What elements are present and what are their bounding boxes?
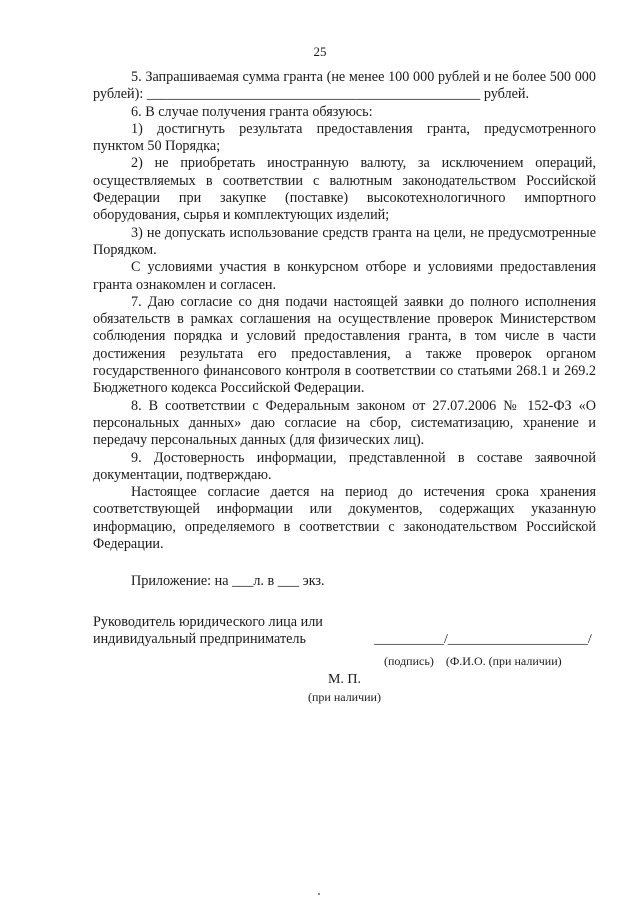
paragraph-inspection-consent: 7. Даю согласие со дня подачи настоящей заявки до полного исполнения обязательств в рамках соглашения на осуществление проверок Министерством соблюдения порядка и условий предоставления гранта, в том числе в части достижения результата его предоставления, а также проверок органом государственного финансового контроля в соответствии со статьями 268.1 и 269.2 Бюджетного кодекса Российской Федерации. xyxy=(93,293,596,397)
paragraph-obligations-intro: 6. В случае получения гранта обязуюсь: xyxy=(131,103,373,120)
stamp-label: М. П. xyxy=(327,671,362,687)
paragraph-obligation-3: 3) не допускать использование средств гранта на цели, не предусмотренные Порядком. xyxy=(93,224,596,258)
signer-role xyxy=(93,614,353,649)
signer-role-line-1: Руководитель юридического лица или xyxy=(93,613,323,630)
document-body xyxy=(93,69,596,706)
paragraph-conditions-agreement: С условиями участия в конкурсном отборе и условиями предоставления гранта ознакомлен и согласен. xyxy=(93,259,596,293)
caption-full-name: (Ф.И.О. (при наличии) xyxy=(445,653,562,668)
signature-block xyxy=(93,614,596,706)
signature-fill-lines: __________/____________________/ xyxy=(374,631,592,647)
paragraph-consent-period: Настоящее согласие дается на период до истечения срока хранения соответствующей информации или документов, содержащих указанную информацию, определяемого в соответствии с законодательством Российской Федерации. xyxy=(93,484,596,553)
appendix-line: Приложение: на ___л. в ___ экз. xyxy=(131,573,325,590)
paragraph-obligation-2: 2) не приобретать иностранную валюту, за исключением операций, осуществляемых в соответствии с валютным законодательством Российской Федерации при закупке (поставке) высокотехнологичного импортного оборудования, сырья и комплектующих изделий; xyxy=(93,155,596,224)
caption-signature: (подпись) xyxy=(384,653,434,668)
page-number: 25 xyxy=(313,44,327,59)
paragraph-information-accuracy: 9. Достоверность информации, представленной в составе заявочной документации, подтверждаю. xyxy=(93,449,596,483)
scan-dot xyxy=(318,893,320,895)
paragraph-grant-amount: 5. Запрашиваемая сумма гранта (не менее 100 000 рублей и не более 500 000 рублей): _______________________________________________ рублей. xyxy=(93,69,596,103)
paragraph-obligation-1: 1) достигнуть результата предоставления гранта, предусмотренного пунктом 50 Порядка; xyxy=(93,120,596,155)
signer-role-line-2: индивидуальный предприниматель xyxy=(93,631,306,648)
signature-captions xyxy=(384,653,562,670)
stamp-note: (при наличии) xyxy=(308,689,381,704)
paragraph-personal-data-consent: 8. В соответствии с Федеральным законом от 27.07.2006 № 152-ФЗ «О персональных данных» даю согласие на сбор, систематизацию, хранение и передачу персональных данных (для физических лиц). xyxy=(93,397,596,449)
